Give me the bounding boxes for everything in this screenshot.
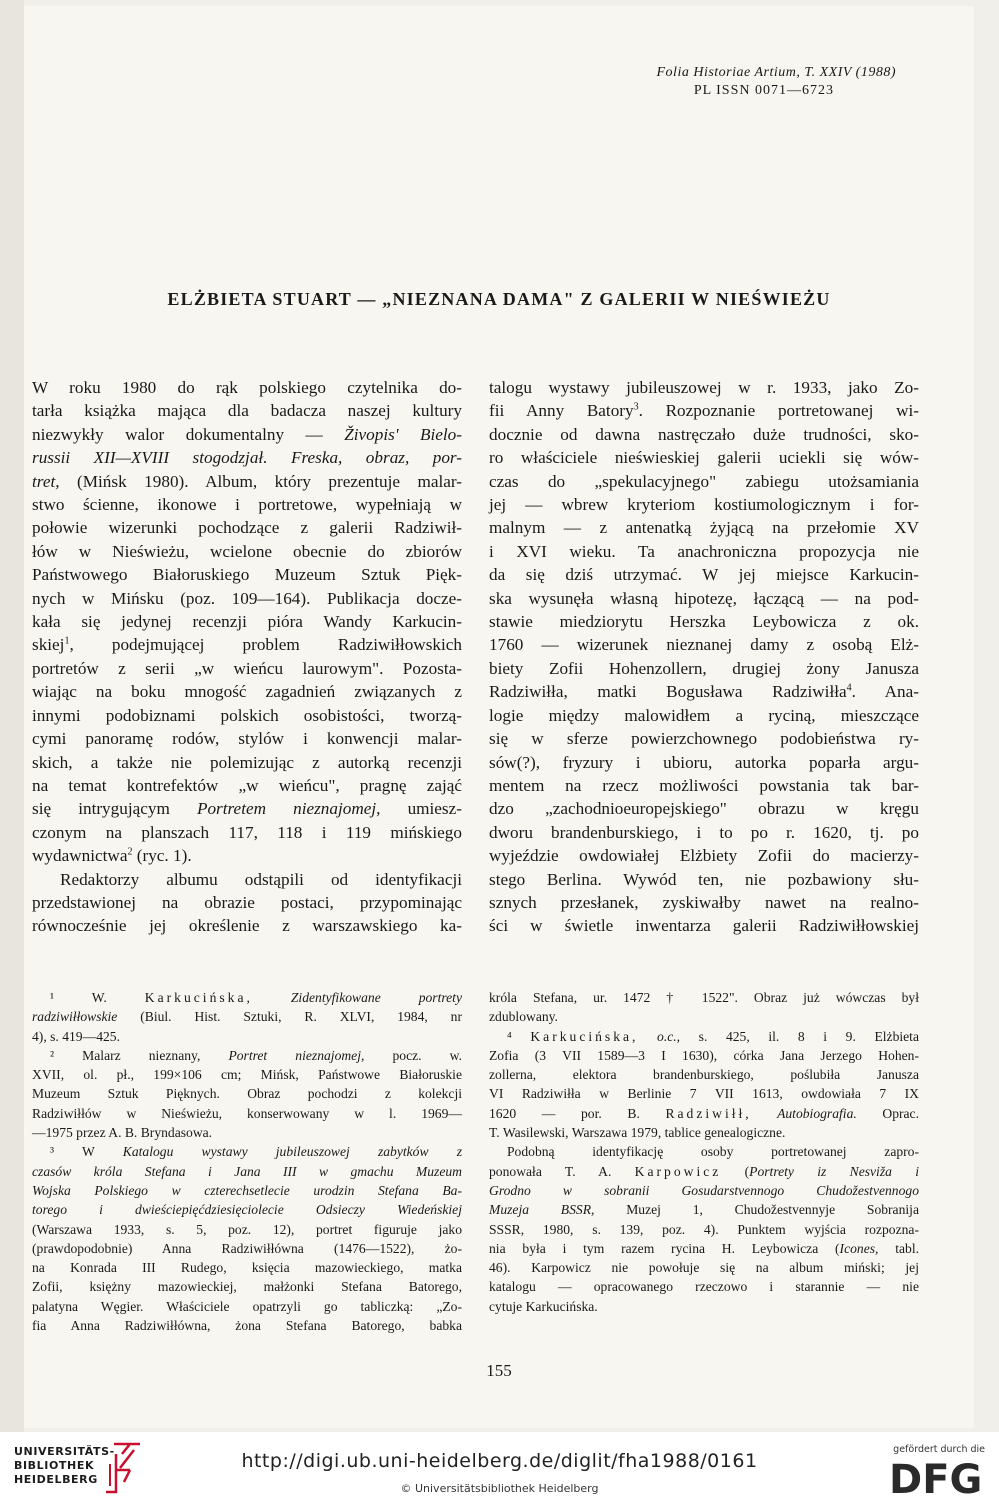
library-name-line: UNIVERSITÄTS- (14, 1445, 115, 1458)
text-line: (prawdopodobnie) Anna Radziwiłłówna (1476—1522), żo- (32, 1240, 462, 1256)
text-line: (Warszawa 1933, s. 5, poz. 12), portret figuruje jako (32, 1221, 462, 1237)
text-line: skiej$^1$, podejmującej problem Radziwiłłowskich (32, 635, 462, 655)
text-line: innymi podobiznami polskich osobistości, tworzą- (32, 705, 462, 725)
text-line: Państwowego Białoruskiego Muzeum Sztuk Pięk- (32, 565, 462, 585)
text-line: się intrygującym Portretem nieznajomej, umiesz- (32, 799, 462, 819)
journal-issn: PL ISSN 0071—6723 (693, 83, 834, 98)
text-line: łów w Nieświeżu, wcielone obecnie do zbiorów (32, 541, 462, 561)
text-line: tret, (Mińsk 1980). Album, który prezentuje malar- (32, 471, 462, 491)
permalink-url[interactable]: http://digi.ub.uni-heidelberg.de/diglit/fha1988/0161 (241, 1450, 758, 1472)
text-line: fii Anny Batory$^3$. Rozpoznanie portretowanej wi- (489, 401, 919, 421)
text-line: Grodno w sobranii Gosudarstvennogo Chudožestvennogo (489, 1182, 919, 1198)
text-line: radziwiłłowskie (Biul. Hist. Sztuki, R. XLVI, 1984, nr (32, 1009, 462, 1025)
text-line: stawie miedziorytu Herszka Leybowicza z ok. (489, 612, 919, 632)
footnotes-column-right (489, 988, 919, 1316)
text-line: dworu brandenburskiego, i to po r. 1620, tj. po (489, 822, 919, 842)
text-line: na temat kontrefektów „w wieńcu", pragnę zająć (32, 775, 462, 795)
text-line: wiając na boku mnogość zagadnień związanych z (32, 682, 462, 702)
text-line: malnym — z antenatką żyjącą na przełomie XV (489, 518, 919, 538)
text-line: połowie wizerunki pochodzące z galerii Radziwił- (32, 518, 462, 538)
text-line: logie między malowidłem a ryciną, mieszczące (489, 705, 919, 725)
text-line: ³ W Katalogu wystawy jubileuszowej zabytków z (50, 1144, 463, 1160)
text-line: ro właściciele nieświeskiej galerii uciekli się wów- (489, 448, 919, 468)
text-line: ¹ W. Karkucińska, Zidentyfikowane portrety (50, 990, 462, 1005)
footnotes-column-left (32, 988, 462, 1335)
text-line: ponowała T. A. Karpowicz (Portrety iz Nesviža i (489, 1163, 919, 1179)
previous-page-edge (0, 0, 24, 1432)
text-line: stwo ścienne, ikonowe i portretowe, wypełniają w (32, 495, 462, 515)
text-line: czonym na planszach 117, 118 i 119 mińskiego (32, 822, 462, 842)
text-line: i XVI wieku. Ta anachroniczna propozycja nie (489, 541, 919, 561)
text-line: Podobną identyfikację osoby portretowanej zapro- (507, 1144, 919, 1160)
text-line: XVII, ol. pł., 199×106 cm; Mińsk, Państwowe Białoruskie (32, 1067, 462, 1083)
text-line: Zofia (3 VII 1589—3 I 1630), córka Jana Jerzego Hohen- (489, 1047, 919, 1063)
text-line: ska wysunęła własną hipotezę, łączącą — na pod- (489, 588, 919, 608)
text-line: torego i dwieściepięćdziesięciolecie Odsieczy Wiedeńskiej (32, 1202, 462, 1218)
text-line: skich, a także nie polemizując z autorką recenzji (32, 752, 462, 772)
text-line: cymi panoramę rodów, stylów i konwencji malar- (32, 729, 462, 749)
text-line: SSSR, 1980, s. 139, poz. 4). Punktem wyjścia rozpozna- (489, 1221, 919, 1237)
digital-library-footer (0, 1432, 999, 1508)
text-line: tarła książka mająca dla badacza naszej kultury (32, 401, 462, 421)
text-line: katalogu — opracowanego rzeczowo i starannie — nie (489, 1279, 919, 1295)
text-line: ści w świetle inwentarza galerii Radziwiłłowskiej (489, 916, 919, 936)
text-line: 4), s. 419—425. (32, 1028, 120, 1044)
text-line: czasów króla Stefana i Jana III w gmachu Muzeum (32, 1163, 462, 1179)
text-line: talogu wystawy jubileuszowej w r. 1933, jako Zo- (489, 378, 919, 397)
text-line: zdublowany. (489, 1009, 558, 1025)
library-name-line: HEIDELBERG (14, 1473, 98, 1486)
text-line: Muzeum Sztuk Pięknych. Obraz pochodzi z kolekcji (32, 1086, 462, 1102)
text-line: stego Berlina. Wywód ten, nie pozbawiony słu- (489, 869, 919, 889)
text-line: jej — wbrew kryteriom kostiumologicznym i for- (489, 495, 919, 515)
text-line: Wojska Polskiego w czterechsetlecie urodzin Stefana Ba- (32, 1182, 462, 1198)
text-line: docznie od dawna nastręczało duże trudności, sko- (489, 424, 919, 444)
text-line: da się dziś utrzymać. W jej miejsce Karkucin- (489, 565, 919, 585)
funding-caption: gefördert durch die (893, 1444, 985, 1455)
page-number: 155 (486, 1361, 512, 1380)
text-line: kała się jedynej recenzji pióra Wandy Karkucin- (32, 612, 462, 632)
text-line: Radziwiłła, matki Bogusława Radziwiłła$^4$. Ana- (489, 682, 919, 702)
body-column-left (32, 376, 462, 938)
text-line: czas do „spekulacyjnego" zabiegu utożsamiania (489, 471, 919, 491)
journal-header (657, 64, 897, 100)
dfg-logo-text: DFG (889, 1457, 983, 1498)
text-line: Redaktorzy albumu odstąpili od identyfikacji (60, 869, 462, 889)
text-line: fia Anna Radziwiłłówna, żona Stefana Batorego, babka (32, 1318, 462, 1334)
text-line: ⁴ Karkucińska, o.c., s. 425, il. 8 i 9. Elżbieta (507, 1028, 919, 1044)
text-line: palatyna Węgier. Właściciele opatrzyli go tabliczką: „Zo- (32, 1298, 462, 1314)
text-line: niezwykły walor dokumentalny — Živopis' Bielo- (32, 424, 462, 444)
journal-citation: Folia Historiae Artium, T. XXIV (1988) (656, 65, 896, 80)
text-line: 1760 — wizerunek nieznanej damy z osobą Elż- (489, 635, 919, 655)
text-line: cytuje Karkucińska. (489, 1298, 598, 1314)
text-line: russii XII—XVIII stogodzjał. Freska, obraz, por- (32, 448, 462, 468)
text-line: T. Wasilewski, Warszawa 1979, tablice genealogiczne. (489, 1125, 786, 1141)
text-line: nia była i tym razem rycina H. Leybowicza (Icones, tabl. (489, 1240, 920, 1256)
text-line: sów(?), fryzury i ubioru, autorka poparła argu- (489, 752, 919, 772)
text-line: Radziwiłłów w Nieświeżu, konserwowany w l. 1969— (32, 1105, 462, 1121)
text-line: —1975 przez A. B. Bryndasowa. (32, 1125, 213, 1141)
article-title: ELŻBIETA STUART — „NIEZNANA DAMA" Z GALERII W NIEŚWIEŻU (167, 289, 831, 309)
text-line: wyjeździe owdowiałej Elżbiety Zofii do macierzy- (489, 846, 919, 866)
text-line: na Konrada III Rudego, księcia mazowieckiego, matka (32, 1260, 462, 1276)
text-line: mentem na rzecz możliwości powstania tak bar- (489, 775, 919, 795)
body-column-right (489, 376, 919, 938)
text-line: nych w Mińsku (poz. 109—164). Publikacja docze- (32, 588, 462, 608)
dfg-logo-icon (885, 1456, 985, 1498)
copyright-notice: © Universitätsbibliothek Heidelberg (400, 1482, 599, 1495)
text-line: przedstawionej na obrazie postaci, przypominając (32, 892, 462, 912)
text-line: się w sferze powierzchownego podobieństwa ry- (489, 729, 919, 749)
text-line: VI Radziwiłła w Berlinie 7 VII 1613, owdowiała 7 IX (489, 1086, 919, 1102)
library-name-line: BIBLIOTHEK (14, 1459, 95, 1472)
text-line: 46). Karpowicz nie powołuje się na album miński; jej (489, 1260, 919, 1276)
text-line: sznych przesłanek, zyskiwałby nawet na realno- (489, 892, 919, 912)
text-line: wydawnictwa$^2$ (ryc. 1). (32, 846, 192, 866)
text-line: ² Malarz nieznany, Portret nieznajomej, pocz. w. (50, 1047, 462, 1063)
text-line: Muzeja BSSR, Muzej 1, Chudožestvennyje Sobranija (489, 1202, 919, 1218)
text-line: króla Stefana, ur. 1472 † 1522". Obraz już wówczas był (489, 990, 919, 1005)
text-line: portretów z serii „w wieńcu laurowym". Pozosta- (32, 658, 462, 678)
text-line: biety Zofii Hohenzollern, drugiej żony Janusza (489, 658, 919, 678)
document-page (24, 6, 974, 1428)
text-line: zollerna, elektora brandenburskiego, poślubiła Janusza (489, 1067, 919, 1083)
text-line: dzo „zachodnioeuropejskiego" obrazu w kręgu (489, 799, 919, 819)
text-line: Zofii, księżny mazowieckiej, małżonki Stefana Batorego, (32, 1279, 462, 1295)
text-line: 1620 — por. B. Radziwiłł, Autobiografia. Oprac. (489, 1105, 919, 1121)
text-line: równocześnie jej określenie z warszawskiego ka- (32, 916, 462, 936)
text-line: W roku 1980 do rąk polskiego czytelnika do- (32, 378, 462, 397)
